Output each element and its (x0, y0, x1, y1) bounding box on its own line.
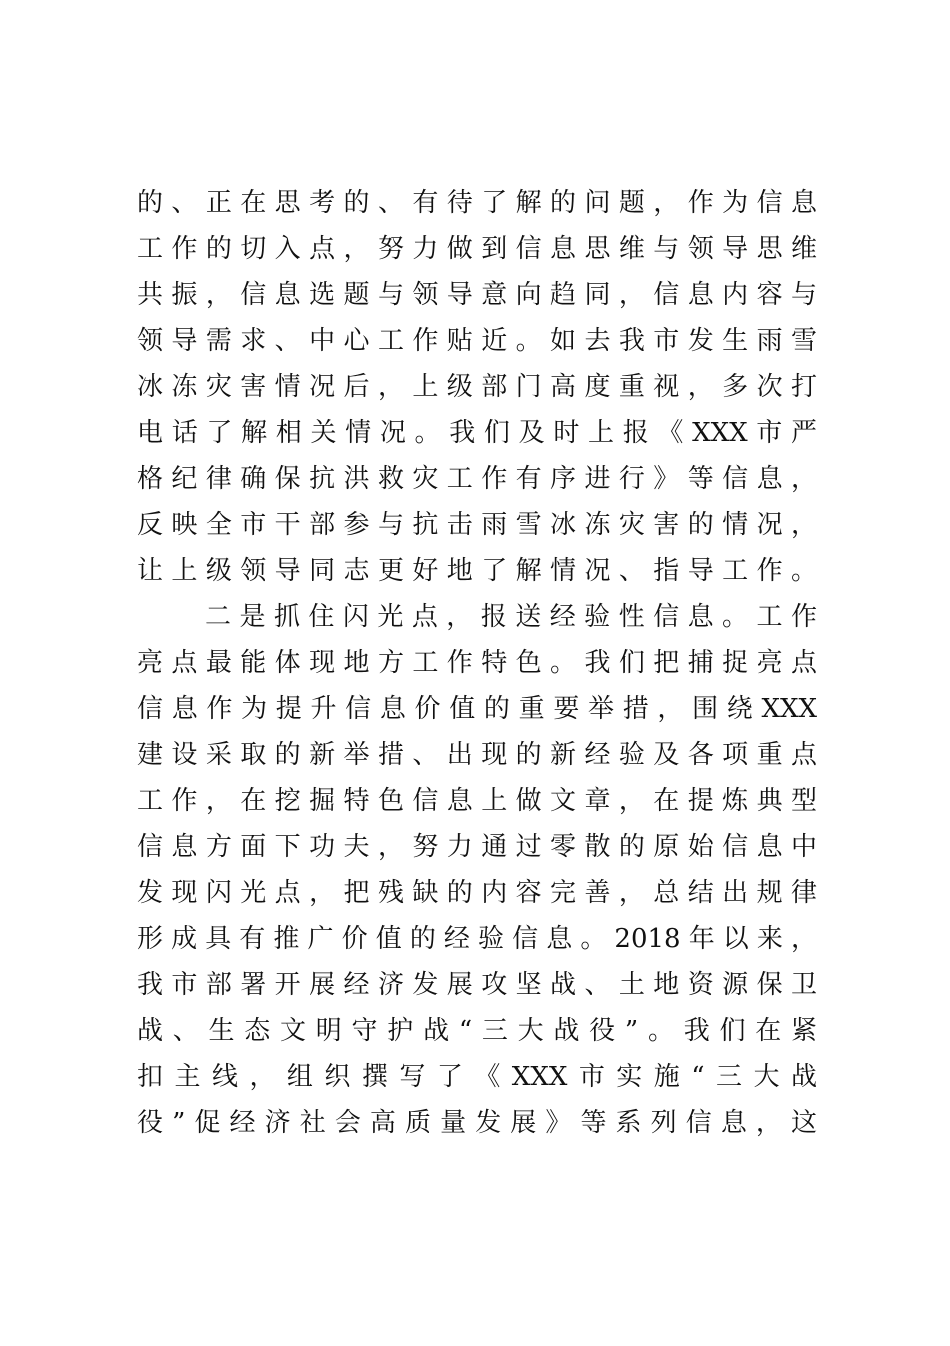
text-line: 冰冻灾害情况后，上级部门高度重视，多次打 (137, 372, 817, 402)
text-line: 战、生态文明守护战“三大战役”。我们在紧 (137, 1016, 817, 1046)
text-line: 领导需求、中心工作贴近。如去我市发生雨雪 (137, 326, 817, 356)
text-line: 工作，在挖掘特色信息上做文章，在提炼典型 (137, 786, 817, 816)
text-line: 扣主线，组织撰写了《XXX市实施“三大战 (137, 1062, 817, 1092)
text-line: 役”促经济社会高质量发展》等系列信息，这 (137, 1108, 817, 1138)
text-line: 亮点最能体现地方工作特色。我们把捕捉亮点 (137, 648, 817, 678)
text-line: 我市部署开展经济发展攻坚战、土地资源保卫 (137, 970, 817, 1000)
text-line: 反映全市干部参与抗击雨雪冰冻灾害的情况， (137, 510, 817, 540)
text-line: 格纪律确保抗洪救灾工作有序进行》等信息， (137, 464, 817, 494)
text-line: 共振，信息选题与领导意向趋同，信息内容与 (137, 280, 817, 310)
body-text (137, 180, 817, 1146)
text-line: 工作的切入点，努力做到信息思维与领导思维 (137, 234, 817, 264)
paragraph-first-line: 二是抓住闪光点，报送经验性信息。工作 (205, 602, 817, 632)
text-line: 信息方面下功夫，努力通过零散的原始信息中 (137, 832, 817, 862)
text-line: 建设采取的新举措、出现的新经验及各项重点 (137, 740, 817, 770)
text-line: 信息作为提升信息价值的重要举措，围绕XXX (137, 694, 817, 724)
text-line: 电话了解相关情况。我们及时上报《XXX市严 (137, 418, 817, 448)
text-line: 形成具有推广价值的经验信息。2018年以来， (137, 924, 817, 954)
text-line: 让上级领导同志更好地了解情况、指导工作。 (137, 556, 817, 586)
text-line: 的、正在思考的、有待了解的问题，作为信息 (137, 188, 817, 218)
text-line: 发现闪光点，把残缺的内容完善，总结出规律 (137, 878, 817, 908)
